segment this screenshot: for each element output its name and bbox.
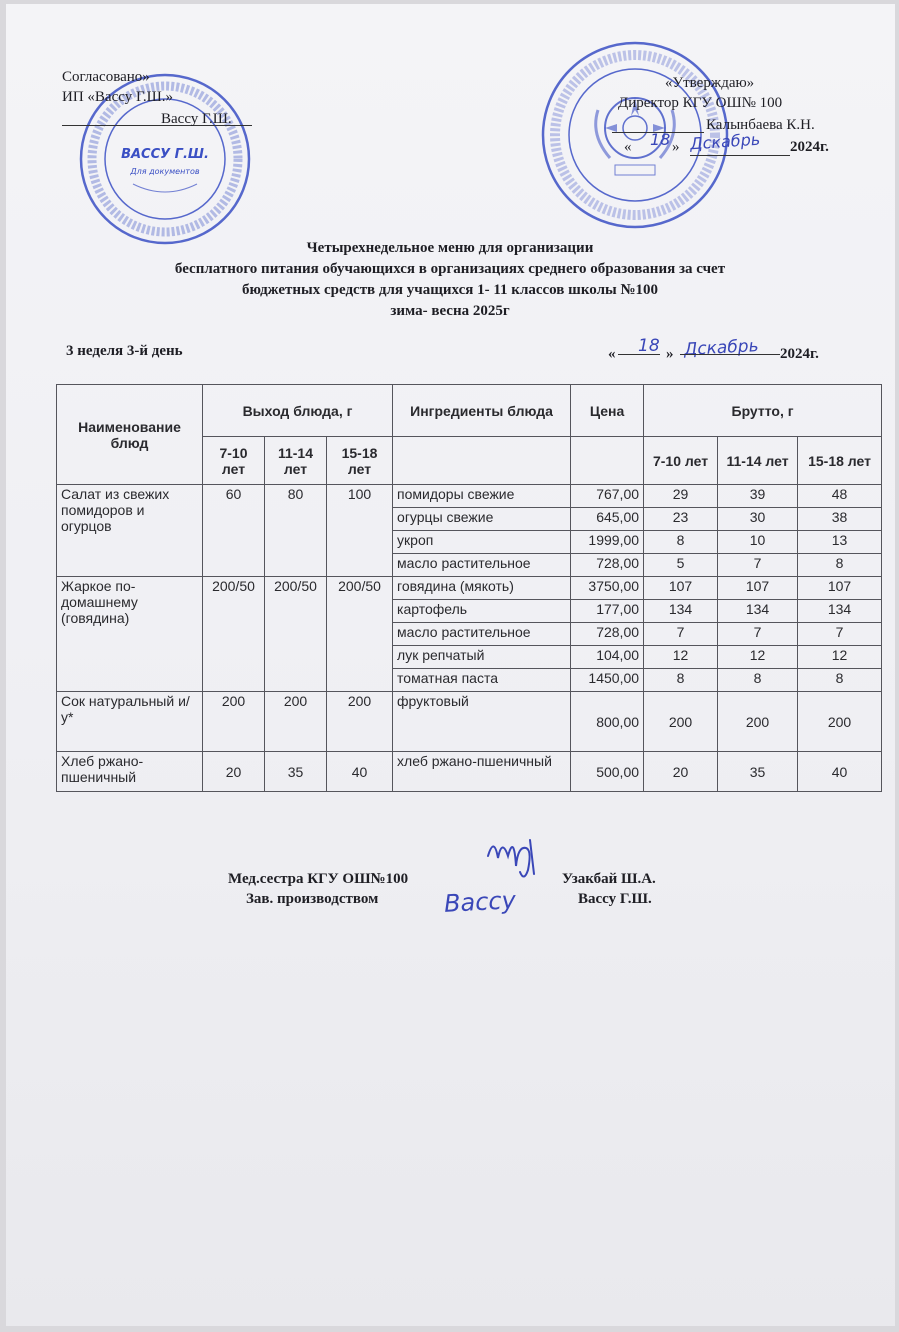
ingredient-name: масло растительное	[393, 554, 571, 577]
dish-name: Хлеб ржано-пшеничный	[57, 752, 203, 792]
nurse-role: Мед.сестра КГУ ОШ№100	[228, 871, 409, 887]
ingredient-price: 728,00	[571, 554, 644, 577]
ingredient-gross: 10	[718, 531, 798, 554]
header-gross-age-7-10: 7-10 лет	[644, 437, 718, 485]
ingredient-gross: 7	[644, 623, 718, 646]
ingredient-price: 767,00	[571, 485, 644, 508]
date-month-line	[680, 354, 780, 355]
header-yield-age-15-18: 15-18 лет	[327, 437, 393, 485]
date-day: 18	[638, 336, 660, 356]
ingredient-gross: 29	[644, 485, 718, 508]
date-year: 2024г.	[780, 346, 819, 362]
ingredient-gross: 107	[644, 577, 718, 600]
ingredient-gross: 8	[798, 669, 882, 692]
dish-yield: 200/50	[327, 577, 393, 692]
header-gross: Брутто, г	[644, 385, 882, 437]
ingredient-gross: 134	[798, 600, 882, 623]
dish-yield: 200	[327, 692, 393, 752]
manager-name: Вассу Г.Ш.	[578, 891, 652, 907]
approved-date-close: »	[672, 139, 680, 155]
ingredient-price: 177,00	[571, 600, 644, 623]
ingredient-price: 3750,00	[571, 577, 644, 600]
ingredient-gross: 13	[798, 531, 882, 554]
header-ingredients: Ингредиенты блюда	[393, 385, 571, 437]
approved-date-day: 18	[650, 130, 671, 149]
nurse-name: Узакбай Ш.А.	[562, 871, 656, 887]
agreed-title: Согласовано»	[62, 69, 150, 85]
ingredient-gross: 40	[798, 752, 882, 792]
ingredient-gross: 134	[718, 600, 798, 623]
header-ingredients-empty	[393, 437, 571, 485]
agreed-name: Вассу Г.Ш.	[161, 111, 232, 127]
date-month: Дскабрь	[683, 336, 760, 360]
header-price: Цена	[571, 385, 644, 437]
header-yield: Выход блюда, г	[203, 385, 393, 437]
ingredient-gross: 39	[718, 485, 798, 508]
table-row	[57, 485, 882, 508]
approved-name: Калынбаева К.Н.	[706, 117, 815, 133]
ingredient-name: огурцы свежие	[393, 508, 571, 531]
ingredient-name: масло растительное	[393, 623, 571, 646]
approved-position: Директор КГУ ОШ№ 100	[618, 95, 783, 111]
date-day-line	[618, 354, 660, 355]
dish-yield: 200/50	[265, 577, 327, 692]
ingredient-gross: 7	[798, 623, 882, 646]
ingredient-name: говядина (мякоть)	[393, 577, 571, 600]
header-gross-age-11-14: 11-14 лет	[718, 437, 798, 485]
ingredient-price: 1999,00	[571, 531, 644, 554]
ingredient-gross: 5	[644, 554, 718, 577]
approved-date-open: «	[624, 139, 632, 155]
agreed-org: ИП «Вассу Г.Ш.»	[62, 89, 174, 105]
dish-yield: 200	[265, 692, 327, 752]
dish-yield: 35	[265, 752, 327, 792]
ingredient-gross: 35	[718, 752, 798, 792]
ingredient-price: 104,00	[571, 646, 644, 669]
table-row	[57, 577, 882, 600]
doc-title-4: зима- весна 2025г	[390, 303, 510, 319]
ingredient-gross: 107	[718, 577, 798, 600]
header-yield-age-11-14: 11-14 лет	[265, 437, 327, 485]
header-dish: Наименование блюд	[57, 385, 203, 485]
table-row	[57, 752, 882, 792]
dish-yield: 100	[327, 485, 393, 577]
dish-yield: 20	[203, 752, 265, 792]
ingredient-gross: 8	[798, 554, 882, 577]
doc-title-2: бесплатного питания обучающихся в организациях среднего образования за счет	[174, 261, 726, 277]
ingredient-name: фруктовый	[393, 692, 571, 752]
ingredient-gross: 12	[798, 646, 882, 669]
nurse-signature	[480, 826, 550, 886]
ingredient-name: лук репчатый	[393, 646, 571, 669]
dish-yield: 80	[265, 485, 327, 577]
dish-yield: 40	[327, 752, 393, 792]
dish-yield: 200/50	[203, 577, 265, 692]
doc-title-3: бюджетных средств для учащихся 1- 11 классов школы №100	[241, 282, 659, 298]
ingredient-name: помидоры свежие	[393, 485, 571, 508]
ingredient-gross: 8	[644, 531, 718, 554]
header-gross-age-15-18: 15-18 лет	[798, 437, 882, 485]
ingredient-price: 1450,00	[571, 669, 644, 692]
ingredient-gross: 134	[644, 600, 718, 623]
dish-name: Салат из свежих помидоров и огурцов	[57, 485, 203, 577]
doc-title-1: Четырехнедельное меню для организации	[306, 240, 594, 256]
ingredient-gross: 30	[718, 508, 798, 531]
ingredient-gross: 38	[798, 508, 882, 531]
ingredient-price: 500,00	[571, 752, 644, 792]
ingredient-gross: 48	[798, 485, 882, 508]
stamp-center-name: ВАССУ Г.Ш.	[121, 147, 209, 162]
ingredient-name: картофель	[393, 600, 571, 623]
dish-name: Сок натуральный и/у*	[57, 692, 203, 752]
stamp-center-note: Для документов	[130, 167, 200, 176]
date-close: »	[666, 346, 674, 362]
approved-date-line	[690, 144, 790, 156]
ingredient-gross: 8	[718, 669, 798, 692]
approved-title: «Утверждаю»	[665, 75, 755, 91]
ingredient-gross: 107	[798, 577, 882, 600]
date-open: «	[608, 346, 616, 362]
ingredient-gross: 200	[644, 692, 718, 752]
menu-table	[56, 384, 882, 792]
header-price-empty	[571, 437, 644, 485]
table-row	[57, 692, 882, 752]
ingredient-gross: 7	[718, 623, 798, 646]
header-yield-age-7-10: 7-10 лет	[203, 437, 265, 485]
ingredient-price: 800,00	[571, 692, 644, 752]
ingredient-price: 645,00	[571, 508, 644, 531]
dish-yield: 60	[203, 485, 265, 577]
ingredient-gross: 20	[644, 752, 718, 792]
week-day: 3 неделя 3-й день	[66, 343, 183, 359]
approved-date-month: Дскабрь	[689, 129, 761, 154]
manager-signature: Вассу	[443, 886, 517, 918]
ingredient-gross: 8	[644, 669, 718, 692]
ingredient-name: хлеб ржано-пшеничный	[393, 752, 571, 792]
ingredient-name: укроп	[393, 531, 571, 554]
dish-name: Жаркое по-домашнему (говядина)	[57, 577, 203, 692]
ingredient-gross: 7	[718, 554, 798, 577]
dish-yield: 200	[203, 692, 265, 752]
ingredient-gross: 200	[798, 692, 882, 752]
ingredient-gross: 12	[718, 646, 798, 669]
ingredient-gross: 200	[718, 692, 798, 752]
ingredient-price: 728,00	[571, 623, 644, 646]
ingredient-name: томатная паста	[393, 669, 571, 692]
manager-role: Зав. производством	[246, 891, 379, 907]
ingredient-gross: 23	[644, 508, 718, 531]
approved-year: 2024г.	[790, 139, 829, 155]
ingredient-gross: 12	[644, 646, 718, 669]
